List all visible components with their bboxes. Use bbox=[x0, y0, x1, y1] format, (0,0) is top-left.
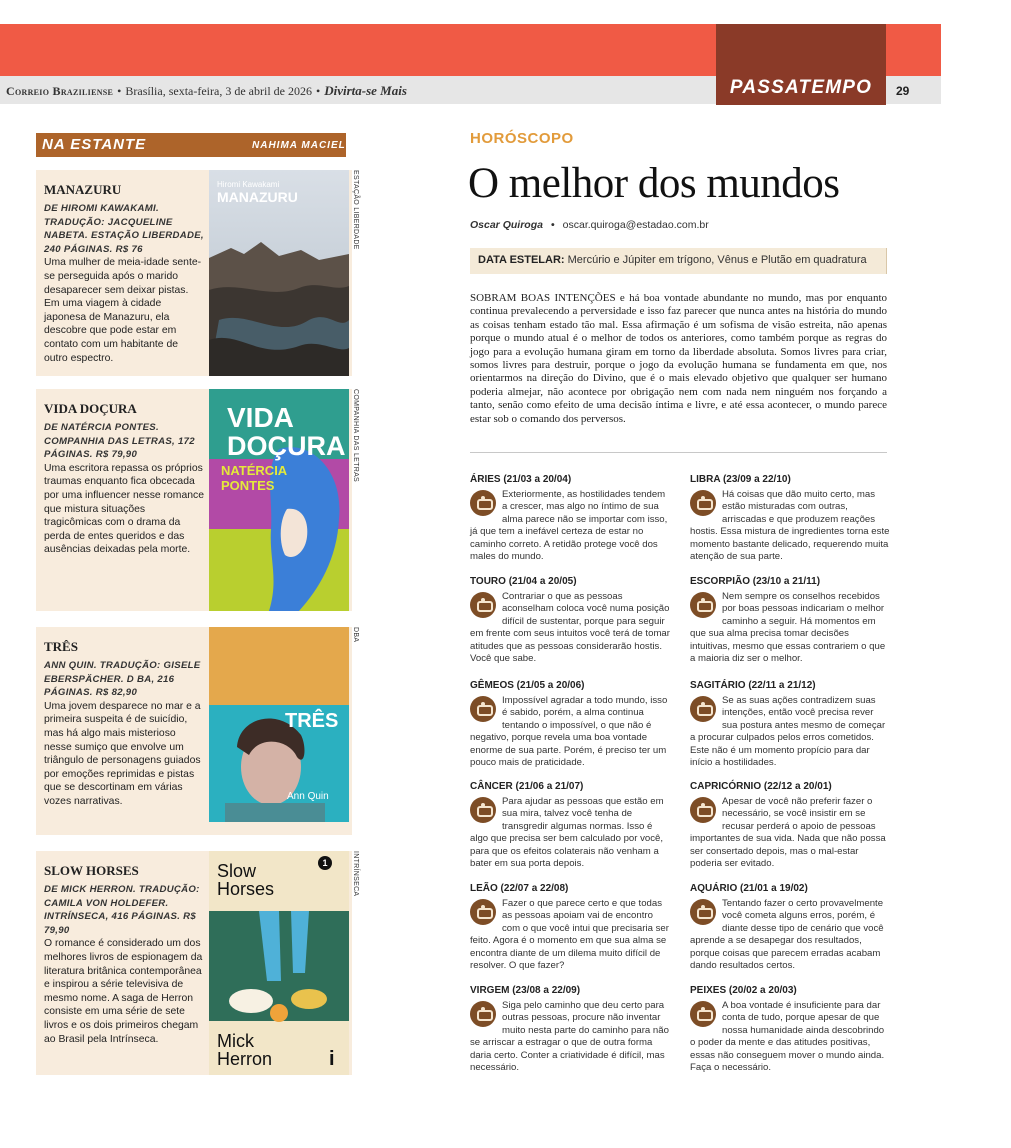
leo-icon bbox=[470, 899, 496, 925]
book-cover-tres bbox=[209, 627, 349, 822]
sign-cancer bbox=[470, 781, 670, 870]
sagittarius-icon bbox=[690, 696, 716, 722]
divider bbox=[470, 452, 887, 453]
sign-body bbox=[470, 695, 670, 769]
cover-publisher-logo: i bbox=[329, 1048, 335, 1070]
cover-author-line1: NATÉRCIA bbox=[221, 463, 288, 478]
cover-author-line2: PONTES bbox=[221, 478, 275, 493]
sign-body bbox=[690, 489, 890, 563]
book-meta: DE HIROMI KAWAKAMI. TRADUÇÃO: JACQUELINE NABETA. ESTAÇÃO LIBERDADE, 240 PÁGINAS. R$ 76 bbox=[44, 203, 204, 255]
book-cover-manazuru bbox=[209, 170, 349, 376]
sign-body bbox=[470, 898, 670, 972]
photo-credit: COMPANHIA DAS LETRAS bbox=[352, 389, 359, 483]
author-email[interactable]: oscar.quiroga@estadao.com.br bbox=[562, 219, 709, 231]
virgo-icon bbox=[470, 1001, 496, 1027]
aries-icon bbox=[470, 490, 496, 516]
book-title: VIDA DOÇURA bbox=[44, 401, 137, 416]
data-estelar-label: DATA ESTELAR: bbox=[478, 254, 565, 266]
sign-text: Há coisas que dão muito certo, mas estão misturadas com outras, arriscadas e que produzem reações hostis. Essa mistura de ingredientes torna este momento bastante delicado, requerendo muita atenção de sua parte. bbox=[690, 489, 890, 563]
section-kicker: HORÓSCOPO bbox=[470, 130, 574, 147]
cover-author-line2: Herron bbox=[217, 1049, 273, 1069]
newspaper-brand: Correio Braziliense bbox=[6, 84, 114, 98]
cover-art-tres bbox=[209, 627, 349, 822]
sign-title: SAGITÁRIO (22/11 a 21/12) bbox=[690, 680, 816, 691]
sign-virgo bbox=[470, 985, 670, 1074]
gemini-icon bbox=[470, 696, 496, 722]
data-estelar-text: Mercúrio e Júpiter em trígono, Vênus e Plutão em quadratura bbox=[567, 254, 867, 266]
cover-author: Hiromi Kawakami bbox=[217, 180, 280, 189]
book-text bbox=[44, 178, 204, 365]
book-description: Uma escritora repassa os próprios traumas enquanto fica obcecada por uma influencer nesse romance que mistura situações tragicômicas com o drama da perda de entes queridos e das ausências deixadas pela morte. bbox=[44, 462, 204, 556]
book-title: MANAZURU bbox=[44, 182, 122, 197]
book-description: Uma jovem desparece no mar e a primeira suspeita é de suicídio, mas há algo mais misterioso nesse sumiço que envolve um triângulo de personagens guiados por emoções reprimidas e pistas que se descortinam em várias vozes narrativas. bbox=[44, 700, 201, 807]
book-meta: DE MICK HERRON. TRADUÇÃO: CAMILA VON HOLDEFER. INTRÍNSECA, 416 PÁGINAS. R$ 79,90 bbox=[44, 884, 200, 936]
bullet-separator: • bbox=[550, 219, 555, 231]
sign-text: Apesar de você não preferir fazer o necessário, se você insistir em se recusar perderá o apoio de pessoas importantes de sua vida. Nada que não possa ser consertado depois, mas o mal-estar poderia ser evitado. bbox=[690, 796, 886, 870]
cover-art-vida-docura bbox=[209, 389, 349, 611]
section-label: PASSATEMPO bbox=[729, 77, 873, 98]
photo-credit: DBA bbox=[352, 627, 359, 643]
sign-title: VIRGEM (23/08 a 22/09) bbox=[470, 985, 581, 996]
sign-body bbox=[470, 1000, 670, 1074]
photo-credit: INTRÍNSECA bbox=[352, 851, 359, 897]
book-text bbox=[44, 859, 204, 1046]
sign-body bbox=[690, 796, 890, 870]
headline: O melhor dos mundos bbox=[468, 160, 840, 207]
scorpio-icon bbox=[690, 592, 716, 618]
sign-title: AQUÁRIO (21/01 a 19/02) bbox=[690, 883, 808, 894]
sign-title: ESCORPIÃO (23/10 a 21/11) bbox=[690, 576, 821, 587]
sign-text: A boa vontade é insuficiente para dar conta de tudo, porque apesar de que nossa humanidade ainda descobrindo o poder da mente e das atitudes positivas, essas não conseguem mover o mundo ainda. Faça o necessário. bbox=[690, 1000, 885, 1074]
cover-author: Ann Quin bbox=[287, 791, 329, 802]
photo-credit: ESTAÇÃO LIBERDADE bbox=[352, 170, 359, 250]
cover-title-line1: Slow bbox=[217, 861, 257, 881]
book-text bbox=[44, 397, 204, 557]
pisces-icon bbox=[690, 1001, 716, 1027]
book-description: O romance é considerado um dos melhores livros de espionagem da literatura britânica contemporânea e inspirou a série televisiva de mesmo nome. A saga de Herron consiste em uma série de sete livros e os dois primeiros chegam ao Brasil pela Intrínseca. bbox=[44, 938, 203, 1045]
dateline: Brasília, sexta-feira, 3 de abril de 2026 bbox=[125, 84, 312, 98]
sign-body bbox=[690, 898, 890, 972]
sign-gemini bbox=[470, 680, 670, 769]
book-description: Uma mulher de meia-idade sente-se perseguida após o marido desaparecer sem deixar pistas. Em uma viagem à cidade japonesa de Manazuru, ela descobre que pode estar em contato com um habitante de outro espectro. bbox=[44, 257, 202, 364]
supplement-name: Divirta-se Mais bbox=[324, 83, 407, 98]
taurus-icon bbox=[470, 592, 496, 618]
sign-libra bbox=[690, 474, 890, 563]
byline bbox=[470, 219, 709, 231]
sign-pisces bbox=[690, 985, 890, 1074]
book-manazuru bbox=[36, 170, 359, 376]
capricorn-icon bbox=[690, 797, 716, 823]
bullet-separator: • bbox=[117, 84, 122, 98]
sign-body bbox=[470, 796, 670, 870]
sign-scorpio bbox=[690, 576, 890, 665]
sign-title: LEÃO (22/07 a 22/08) bbox=[470, 883, 569, 894]
sign-body bbox=[470, 591, 670, 665]
sign-body bbox=[470, 489, 670, 563]
estante-author: NAHIMA MACIEL bbox=[252, 140, 346, 151]
cover-title-line2: Horses bbox=[217, 879, 275, 899]
sign-aries bbox=[470, 474, 670, 563]
sign-text: Para ajudar as pessoas que estão em sua mira, talvez você tenha de transgredir algumas normas. Isso é algo que precisa ser bem calculado por você, para que os efeitos colaterais não venham a bater em sua porta depois. bbox=[470, 796, 664, 870]
book-meta: ANN QUIN. TRADUÇÃO: GISELE EBERSPÄCHER. D BA, 216 PÁGINAS. R$ 82,90 bbox=[44, 660, 201, 699]
sign-body bbox=[690, 695, 890, 769]
sign-capricorn bbox=[690, 781, 890, 870]
sign-sagittarius bbox=[690, 680, 890, 769]
sign-text: Impossível agradar a todo mundo, isso é sabido, porém, a alma continua tentando o impossível, o que não é negativo, porque revela uma boa vontade enorme de sua parte. Porém, é preciso ter um pouco mais de praticidade. bbox=[470, 695, 668, 769]
cover-title-line2: DOÇURA bbox=[227, 431, 346, 461]
book-title: SLOW HORSES bbox=[44, 863, 139, 878]
cover-title: MANAZURU bbox=[217, 189, 298, 205]
sign-title: CAPRICÓRNIO (22/12 a 20/01) bbox=[690, 781, 832, 792]
data-estelar-box bbox=[470, 248, 887, 274]
book-slow-horses bbox=[36, 851, 359, 1075]
sign-title: ÁRIES (21/03 a 20/04) bbox=[470, 474, 572, 485]
sign-text: Fazer o que parece certo e que todas as pessoas apoiam vai de encontro com o que você intui que precisaria ser feito. Agora é o momento em que sua alma se encontra diante de um dilema muito difícil de resolver. O que fazer? bbox=[470, 898, 669, 972]
sign-title: CÂNCER (21/06 a 21/07) bbox=[470, 781, 584, 792]
book-vida-docura bbox=[36, 389, 359, 611]
author-name: Oscar Quiroga bbox=[470, 219, 543, 231]
cover-art-slow-horses bbox=[209, 851, 349, 1075]
sign-body bbox=[690, 1000, 890, 1074]
cancer-icon bbox=[470, 797, 496, 823]
sign-text: Tentando fazer o certo provavelmente você cometa alguns erros, porém, é diante desse tipo de cenário que você aprende a se desapegar dos resultados, porque coisas que parecem erradas acabam dando resultados certos. bbox=[690, 898, 884, 972]
sign-body bbox=[690, 591, 890, 665]
libra-icon bbox=[690, 490, 716, 516]
cover-author-line1: Mick bbox=[217, 1031, 254, 1051]
book-tres bbox=[36, 627, 359, 835]
estante-title: NA ESTANTE bbox=[42, 136, 147, 153]
sign-text: Se as suas ações contradizem suas intenções, então você precisa rever sua postura antes mesmo de começar a procurar culpados pelos erros cometidos. Este não é um momento propício para dar início a hostilidades. bbox=[690, 695, 886, 769]
sign-text: Contrariar o que as pessoas aconselham coloca você numa posição difícil de sustentar, porque para seguir em frente com seus intuitos você terá de tomar atitudes que as pessoas considerarão hostis. Você que sabe. bbox=[470, 591, 670, 665]
sign-taurus bbox=[470, 576, 670, 665]
sign-text: Nem sempre os conselhos recebidos por boas pessoas indicariam o melhor caminho a seguir. Há momentos em que sua alma precisa tomar decisões intuitivas, mesmo que essas contrariem o que a maioria diz ser o melhor. bbox=[690, 591, 886, 665]
cover-title-line1: VIDA bbox=[227, 402, 294, 433]
book-cover-vida-docura bbox=[209, 389, 349, 611]
cover-art-manazuru bbox=[209, 170, 349, 376]
book-cover-slow-horses bbox=[209, 851, 349, 1075]
book-text bbox=[44, 635, 204, 809]
aquarius-icon bbox=[690, 899, 716, 925]
sign-text: Siga pelo caminho que deu certo para outras pessoas, procure não inventar muito nesta parte do caminho para não se arriscar a estragar o que de outra forma daria certo. Conter a criatividade é difícil, mas necessário. bbox=[470, 1000, 669, 1074]
sign-title: PEIXES (20/02 a 20/03) bbox=[690, 985, 797, 996]
book-title: TRÊS bbox=[44, 639, 78, 654]
sign-title: GÊMEOS (21/05 a 20/06) bbox=[470, 680, 585, 691]
sign-leo bbox=[470, 883, 670, 972]
sign-title: LIBRA (23/09 a 22/10) bbox=[690, 474, 791, 485]
bullet-separator: • bbox=[315, 84, 321, 98]
intro-paragraph: SOBRAM BOAS INTENÇÕES e há boa vontade abundante no mundo, mas por enquanto continua prevalecendo a perversidade e isso faz parecer que nunca antes na história do mundo as coisas tenham estado tão mal. Essa afirmação é um sofisma de visão estreita, não apenas porque o mundo atual é o melhor de todos os anteriores, como também porque as regras do jogo para a evolução humana giram em torno da liberdade absoluta. Somos livres para criar, somos livres para destruir, porque o jogo da evolução humana se fundamenta em que, nos orientarmos na direção do Divino, que é o mais elevado objetivo que qualquer ser humano poderia almejar, não acontece por obrigação nem com nada nem ninguém nos forçando a tanto, senão como efeito de uma decisão íntima e livre, e até essa acontecer, o mundo parece estar sob o comando dos perversos. bbox=[470, 292, 887, 425]
sign-title: TOURO (21/04 a 20/05) bbox=[470, 576, 577, 587]
page-number: 29 bbox=[896, 84, 910, 98]
sign-text: Exteriormente, as hostilidades tendem a crescer, mas algo no íntimo de sua alma parece não se importar com isso, já que tem a inefável certeza de estar no caminho correto. A retidão protege você dos males do mundo. bbox=[470, 489, 668, 563]
publication-line bbox=[6, 83, 407, 99]
sign-aquarius bbox=[690, 883, 890, 972]
book-meta: DE NATÉRCIA PONTES. COMPANHIA DAS LETRAS, 172 PÁGINAS. R$ 79,90 bbox=[44, 422, 195, 461]
cover-title: TRÊS bbox=[285, 710, 339, 732]
cover-badge: 1 bbox=[322, 858, 328, 868]
